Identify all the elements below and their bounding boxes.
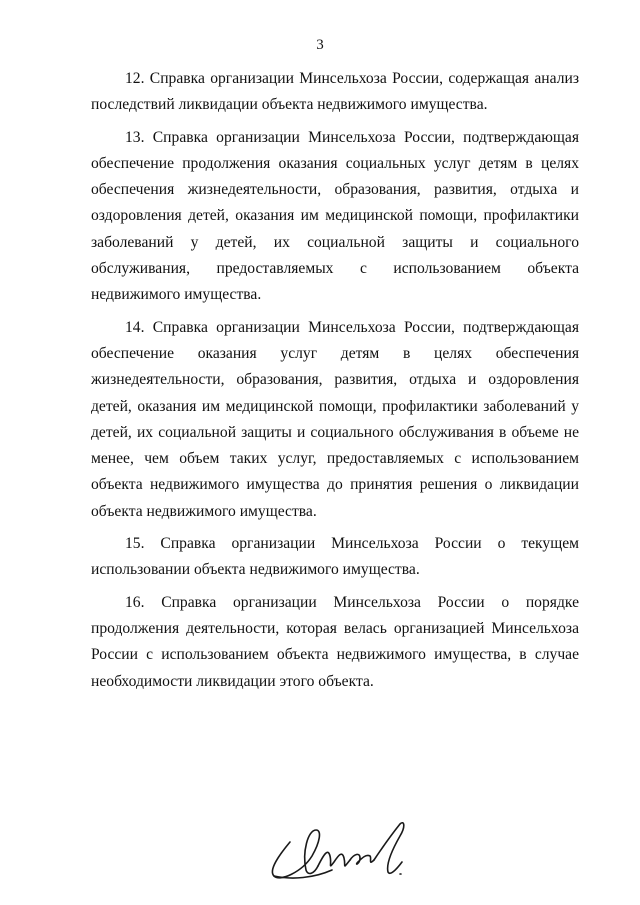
paragraph-12: 12. Справка организации Минсельхоза России, содержащая анализ последствий ликвидации объекта недвижимого имущества. <box>91 70 579 114</box>
paragraph-13: 13. Справка организации Минсельхоза России, подтверждающая обеспечение продолжения оказания социальных услуг детям в целях обеспечения жизнедеятельности, образования, развития, отдыха и оздоровления детей, оказания им медицинской помощи, профилактики заболеваний у детей, их социальной защиты и социального обслуживания, предоставляемых с использованием объекта недвижимого имущества. <box>91 128 579 304</box>
signature-icon <box>262 812 432 892</box>
paragraph-14: 14. Справка организации Минсельхоза России, подтверждающая обеспечение оказания услуг детям в целях обеспечения жизнедеятельности, образования, развития, отдыха и оздоровления детей, оказания им медицинской помощи, профилактики заболеваний у детей, их социальной защиты и социального обслуживания в объеме не менее, чем объем таких услуг, предоставляемых с использованием объекта недвижимого имущества до принятия решения о ликвидации объекта недвижимого имущества. <box>91 318 579 520</box>
page-number: 3 <box>316 37 324 53</box>
document-body <box>91 66 579 701</box>
paragraph-16: 16. Справка организации Минсельхоза России о порядке продолжения деятельности, которая велась организацией Минсельхоза России с использованием объекта недвижимого имущества, в случае необходимости ликвидации этого объекта. <box>91 593 579 690</box>
paragraph-15: 15. Справка организации Минсельхоза России о текущем использовании объекта недвижимого имущества. <box>91 535 579 579</box>
